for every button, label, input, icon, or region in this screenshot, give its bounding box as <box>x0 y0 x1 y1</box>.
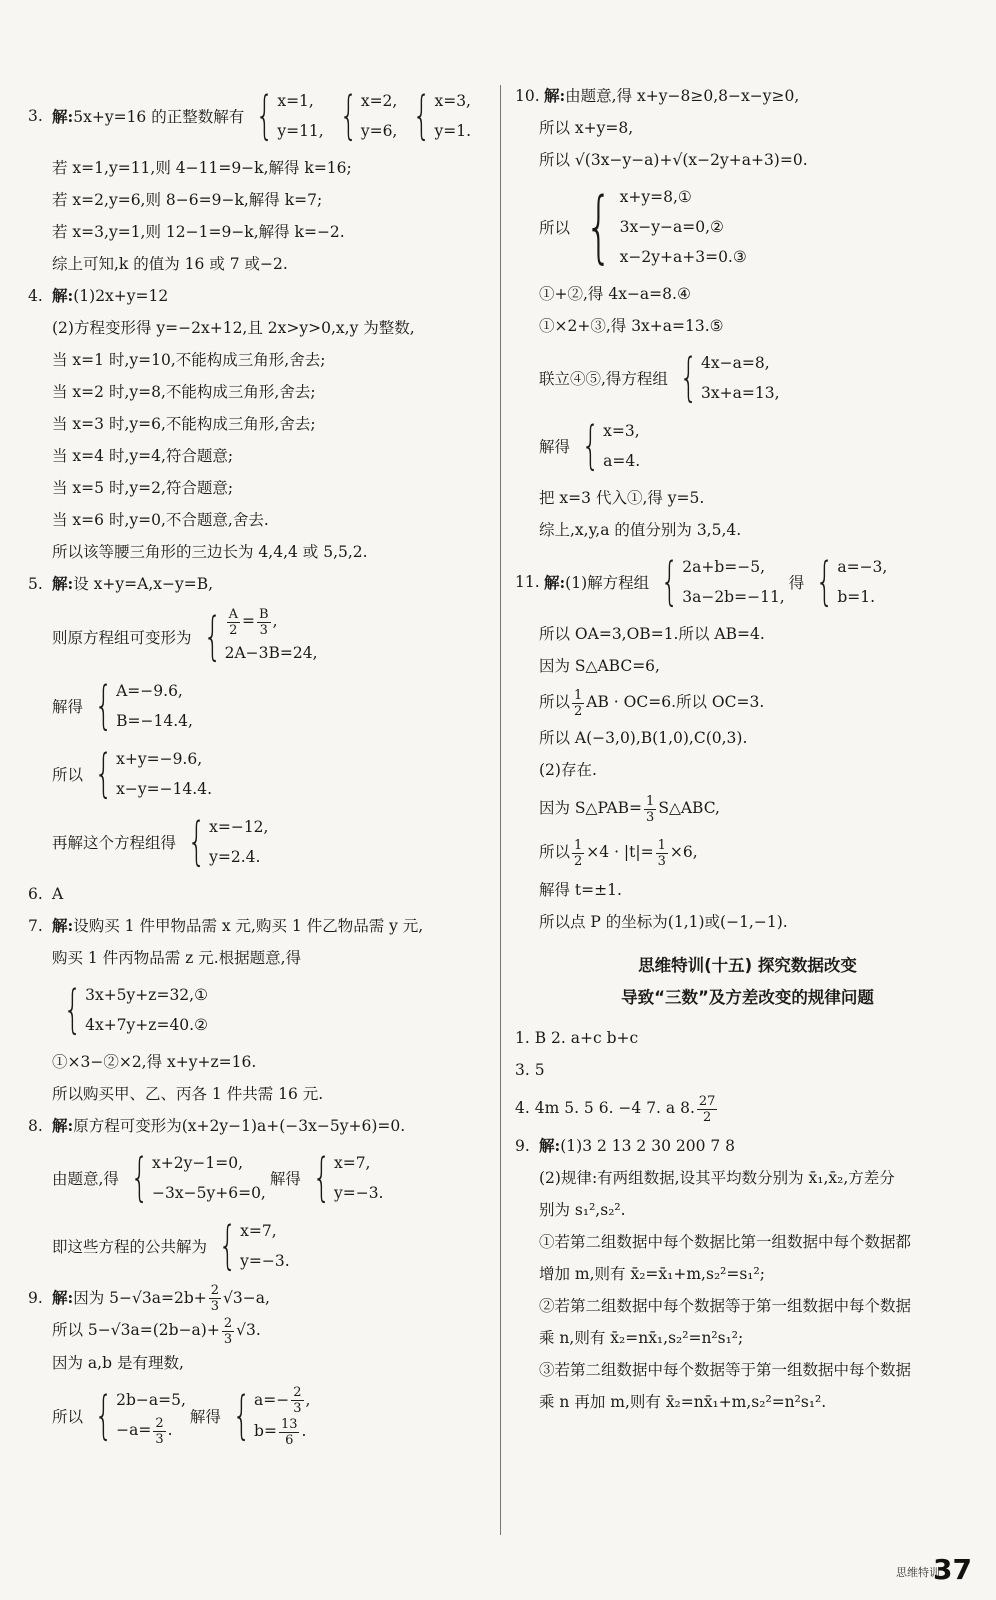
equation-system: { a=− $\frac{2}{3}$ , b= $\frac{13}{6}$ . <box>232 1385 311 1448</box>
solution-label: 解: <box>543 86 566 105</box>
fraction: $\frac{A}{2}$ <box>228 606 238 638</box>
answer-line: 1. B 2. a+c b+c <box>515 1029 639 1047</box>
problem-9-statistics: 9. 解:(1)3 2 13 2 30 200 7 8 (2)规律:有两组数据,设其平均数分别为 x̄₁,x̄₂,方差分 别为 s₁²,s₂². ①若第二组数据中每个数据比第一组数据中每个数据都 增加 m,则有 x̄₂=x̄₁+m,s₂²=s₁²; ②若第二组数据中每个数据等于第一组数据中每个数据 乘 n,则有 x̄₂=nx̄₁,s₂²=n²s₁²; ③若第二组数据中每个数据等于第一组数据中每个数据 乘 n 再加 m,则有 x̄₂=nx̄₁+m,s₂²=n²s₁². <box>515 1130 980 1418</box>
solution-system: { x=2, y=6, <box>339 86 398 146</box>
problem-11: 11. 解: (1)解方程组 { 2a+b=−5, 3a−2b=−11, 得 { a=−3, b=1. 所以 OA=3,OB=1.所以 AB=4. 因为 S△ABC=6, 所以 $\frac{1}{2}$ AB · OC=6.所以 OC=3. 所以 A(−3,0),B(1,0),C(0,3). (2)存在. 因为 S△PAB= $\frac{1}{3}$ S△ABC, 所以 $\frac{1}{2}$ ×4 · |t|= $\frac{1}{3}$ ×6, 解得 t=±1. 所以点 P 的坐标为(1,1)或(−1,−1). <box>515 550 980 938</box>
equation-system: { a=−3, b=1. <box>815 552 888 612</box>
text-line: 综上,x,y,a 的值分别为 3,5,4. <box>539 521 742 539</box>
problem-9: 9. 解:因为 5−√3a=2b+ $\frac{2}{3}$ √3−a, 所以 5−√3a=(2b−a)+ $\frac{2}{3}$ √3. 因为 a,b 是有理数, 所以 { 2b−a=5, −a= $\frac{2}{3}$ . 解得 { a=− $\frac{2}{3}$ , b= $\frac{13}{6}$ . <box>28 1282 493 1450</box>
solution-label: 解: <box>539 1136 561 1155</box>
text-line: 所以 √(3x−y−a)+√(x−2y+a+3)=0. <box>539 151 808 169</box>
problem-number: 9. <box>28 1288 43 1307</box>
fraction: $\frac{1}{3}$ <box>657 837 666 869</box>
equation-system: { A=−9.6, B=−14.4, <box>94 675 193 736</box>
fraction: $\frac{B}{3}$ <box>259 606 269 638</box>
text-line: 所以 OA=3,OB=1.所以 AB=4. <box>539 625 765 643</box>
equation-system: { 3x+5y+z=32,① 4x+7y+z=40.② <box>63 979 208 1040</box>
problem-3 <box>28 84 493 280</box>
problem-number: 3. <box>28 107 43 125</box>
text-line: 当 x=1 时,y=10,不能构成三角形,舍去; <box>52 351 326 369</box>
equation-system: { 4x−a=8, 3x+a=13, <box>679 348 780 408</box>
text-line: 购买 1 件丙物品需 z 元.根据题意,得 <box>52 948 302 967</box>
text-line: ①×3−②×2,得 x+y+z=16. <box>52 1052 257 1071</box>
equation-system: { x+2y−1=0, −3x−5y+6=0, <box>130 1147 266 1208</box>
problem-number: 7. <box>28 916 43 935</box>
solution-label: 解: <box>52 1287 74 1307</box>
text-line: ②若第二组数据中每个数据等于第一组数据中每个数据 <box>539 1297 912 1315</box>
text-line: ①+②,得 4x−a=8.④ <box>539 285 691 303</box>
problem-number: 5. <box>28 575 43 593</box>
solution-label: 解: <box>52 286 74 305</box>
text-line: 当 x=2 时,y=8,不能构成三角形,舍去; <box>52 383 316 401</box>
text-line: 增加 m,则有 x̄₂=x̄₁+m,s₂²=s₁²; <box>539 1265 765 1283</box>
text-line: 因为 S△ABC=6, <box>539 657 660 675</box>
text-line: 所以 A(−3,0),B(1,0),C(0,3). <box>539 729 748 747</box>
fraction: $\frac{27}{2}$ <box>698 1093 716 1125</box>
text-line: 所以购买甲、乙、丙各 1 件共需 16 元. <box>52 1084 324 1103</box>
text-line: (2)规律:有两组数据,设其平均数分别为 x̄₁,x̄₂,方差分 <box>539 1169 895 1187</box>
equation-system: { x=3, a=4. <box>581 416 641 476</box>
solution-label: 解: <box>543 573 566 592</box>
text-line: 把 x=3 代入①,得 y=5. <box>539 489 705 507</box>
right-column <box>515 80 980 1418</box>
solution-system: { x=3, y=1. <box>412 86 472 146</box>
text-line: 当 x=4 时,y=4,符合题意; <box>52 447 234 465</box>
equation-system: { x+y=−9.6, x−y=−14.4. <box>94 743 213 804</box>
text-line: 若 x=1,y=11,则 4−11=9−k,解得 k=16; <box>52 159 352 177</box>
fraction: $\frac{1}{3}$ <box>646 793 655 825</box>
problem-6: 6. A <box>28 878 493 910</box>
text-line: ③若第二组数据中每个数据等于第一组数据中每个数据 <box>539 1361 912 1379</box>
text-line: (2)存在. <box>539 761 597 779</box>
answer-line: 4. 4m 5. 5 6. −4 7. a 8. <box>515 1099 695 1117</box>
text-line: 因为 a,b 是有理数, <box>52 1353 184 1372</box>
text-line: 当 x=3 时,y=6,不能构成三角形,舍去; <box>52 415 316 433</box>
text-line: 若 x=2,y=6,则 8−6=9−k,解得 k=7; <box>52 191 323 209</box>
section-title-line-2: 导致“三数”及方差改变的规律问题 <box>621 988 874 1007</box>
problem-number: 6. <box>28 884 43 903</box>
solution-label: 解: <box>52 915 74 935</box>
section-title-line-1: 思维特训(十五) 探究数据改变 <box>638 956 857 975</box>
equation-system: { x=7, y=−3. <box>218 1215 290 1276</box>
text-line: (2)方程变形得 y=−2x+12,且 2x>y>0,x,y 为整数, <box>52 319 415 337</box>
equation-system: { x=−12, y=2.4. <box>187 811 269 872</box>
problem-7: 7. 解:设购买 1 件甲物品需 x 元,购买 1 件乙物品需 y 元, 购买 1 件丙物品需 z 元.根据题意,得 { 3x+5y+z=32,① 4x+7y+z=40.② ①×3−②×2,得 x+y+z=16. 所以购买甲、乙、丙各 1 件共需 16 元. <box>28 910 493 1110</box>
text-line: 乘 n 再加 m,则有 x̄₂=nx̄₁+m,s₂²=n²s₁². <box>539 1393 827 1411</box>
equation-system: { 2a+b=−5, 3a−2b=−11, <box>660 552 785 612</box>
text-line: 所以点 P 的坐标为(1,1)或(−1,−1). <box>539 913 788 931</box>
equation-system: { $\frac{A}{2}$ = $\frac{B}{3}$ , 2A−3B=24, <box>202 606 318 667</box>
solution-label: 解: <box>52 1115 74 1135</box>
text-line: 当 x=5 时,y=2,符合题意; <box>52 479 234 497</box>
problem-8: 8. 解:原方程可变形为(x+2y−1)a+(−3x−5y+6)=0. 由题意,得 { x+2y−1=0, −3x−5y+6=0, 解得 { x=7, y=−3. 即这些方程的公共解为 { x=7, y=−3. <box>28 1110 493 1278</box>
problem-number: 8. <box>28 1116 43 1135</box>
fraction: $\frac{2}{3}$ <box>223 1315 233 1347</box>
equation-system: { x+y=8,① 3x−y−a=0,② x−2y+a+3=0.③ <box>585 182 747 272</box>
text-line: 解得 t=±1. <box>539 881 622 899</box>
problem-number: 9. <box>515 1137 530 1155</box>
answers-block <box>515 1022 980 1130</box>
problem-10: 10. 解:由题意,得 x+y−8≥0,8−x−y≥0, 所以 x+y=8, 所以 √(3x−y−a)+√(x−2y+a+3)=0. 所以 { x+y=8,① 3x−y−a=0,② x−2y+a+3=0.③ ①+②,得 4x−a=8.④ ①×2+③,得 3x+a=13.⑤ 联立④⑤,得方程组 { 4x−a=8, 3x+a=13, 解得 { x=3, a=4. 把 x=3 代入①,得 y=5. 综上,x,y,a 的值分别为 3,5,4. <box>515 80 980 546</box>
problem-number: 11. <box>515 573 540 591</box>
problem-3-intro: 5x+y=16 的正整数解有 <box>73 108 245 126</box>
answer-line: 3. 5 <box>515 1061 545 1079</box>
solution-system: { x=1, y=11, <box>255 86 324 146</box>
text-line: 别为 s₁²,s₂². <box>539 1201 626 1219</box>
problem-number: 4. <box>28 287 43 305</box>
problem-4: 4. 解:(1)2x+y=12 (2)方程变形得 y=−2x+12,且 2x>y>0,x,y 为整数, 当 x=1 时,y=10,不能构成三角形,舍去; 当 x=2 时,y=8,不能构成三角形,舍去; 当 x=3 时,y=6,不能构成三角形,舍去; 当 x=4 时,y=4,符合题意; 当 x=5 时,y=2,符合题意; 当 x=6 时,y=0,不合题意,舍去. 所以该等腰三角形的三边长为 4,4,4 或 5,5,2. <box>28 280 493 568</box>
problem-5: 5. 解:设 x+y=A,x−y=B, 则原方程组可变形为 { $\frac{A}{2}$ = $\frac{B}{3}$ , 2A−3B=24, 解得 { A=−9.6, B=−14.4, 所以 { x+y=−9.6, x−y=−14.4. 再解这个方程组得 { x=−12, y=2.4. <box>28 568 493 874</box>
solution-label: 解: <box>52 574 74 593</box>
text-line: 所以该等腰三角形的三边长为 4,4,4 或 5,5,2. <box>52 543 368 561</box>
equation-system: { 2b−a=5, −a= $\frac{2}{3}$ . <box>94 1386 186 1447</box>
problem-number: 10. <box>515 87 540 105</box>
text-line: 若 x=3,y=1,则 12−1=9−k,解得 k=−2. <box>52 223 345 241</box>
text-line: 乘 n,则有 x̄₂=nx̄₁,s₂²=n²s₁²; <box>539 1329 744 1347</box>
solution-label: 解: <box>52 107 74 126</box>
footer-book-label: 思维特训 <box>896 1566 940 1579</box>
fraction: $\frac{2}{3}$ <box>210 1283 220 1314</box>
text-line: 所以 x+y=8, <box>539 119 634 137</box>
section-heading <box>515 950 980 1014</box>
fraction: $\frac{1}{2}$ <box>574 687 583 719</box>
page-number: 37 <box>933 1553 972 1586</box>
text-line: 综上可知,k 的值为 16 或 7 或−2. <box>52 255 288 273</box>
column-divider <box>500 85 501 1535</box>
text-line: ①×2+③,得 3x+a=13.⑤ <box>539 317 724 335</box>
text-line: ①若第二组数据中每个数据比第一组数据中每个数据都 <box>539 1233 912 1251</box>
left-column <box>28 80 493 1454</box>
fraction: $\frac{1}{2}$ <box>574 837 583 869</box>
text-line: 当 x=6 时,y=0,不合题意,舍去. <box>52 511 269 529</box>
equation-system: { x=7, y=−3. <box>312 1147 384 1208</box>
